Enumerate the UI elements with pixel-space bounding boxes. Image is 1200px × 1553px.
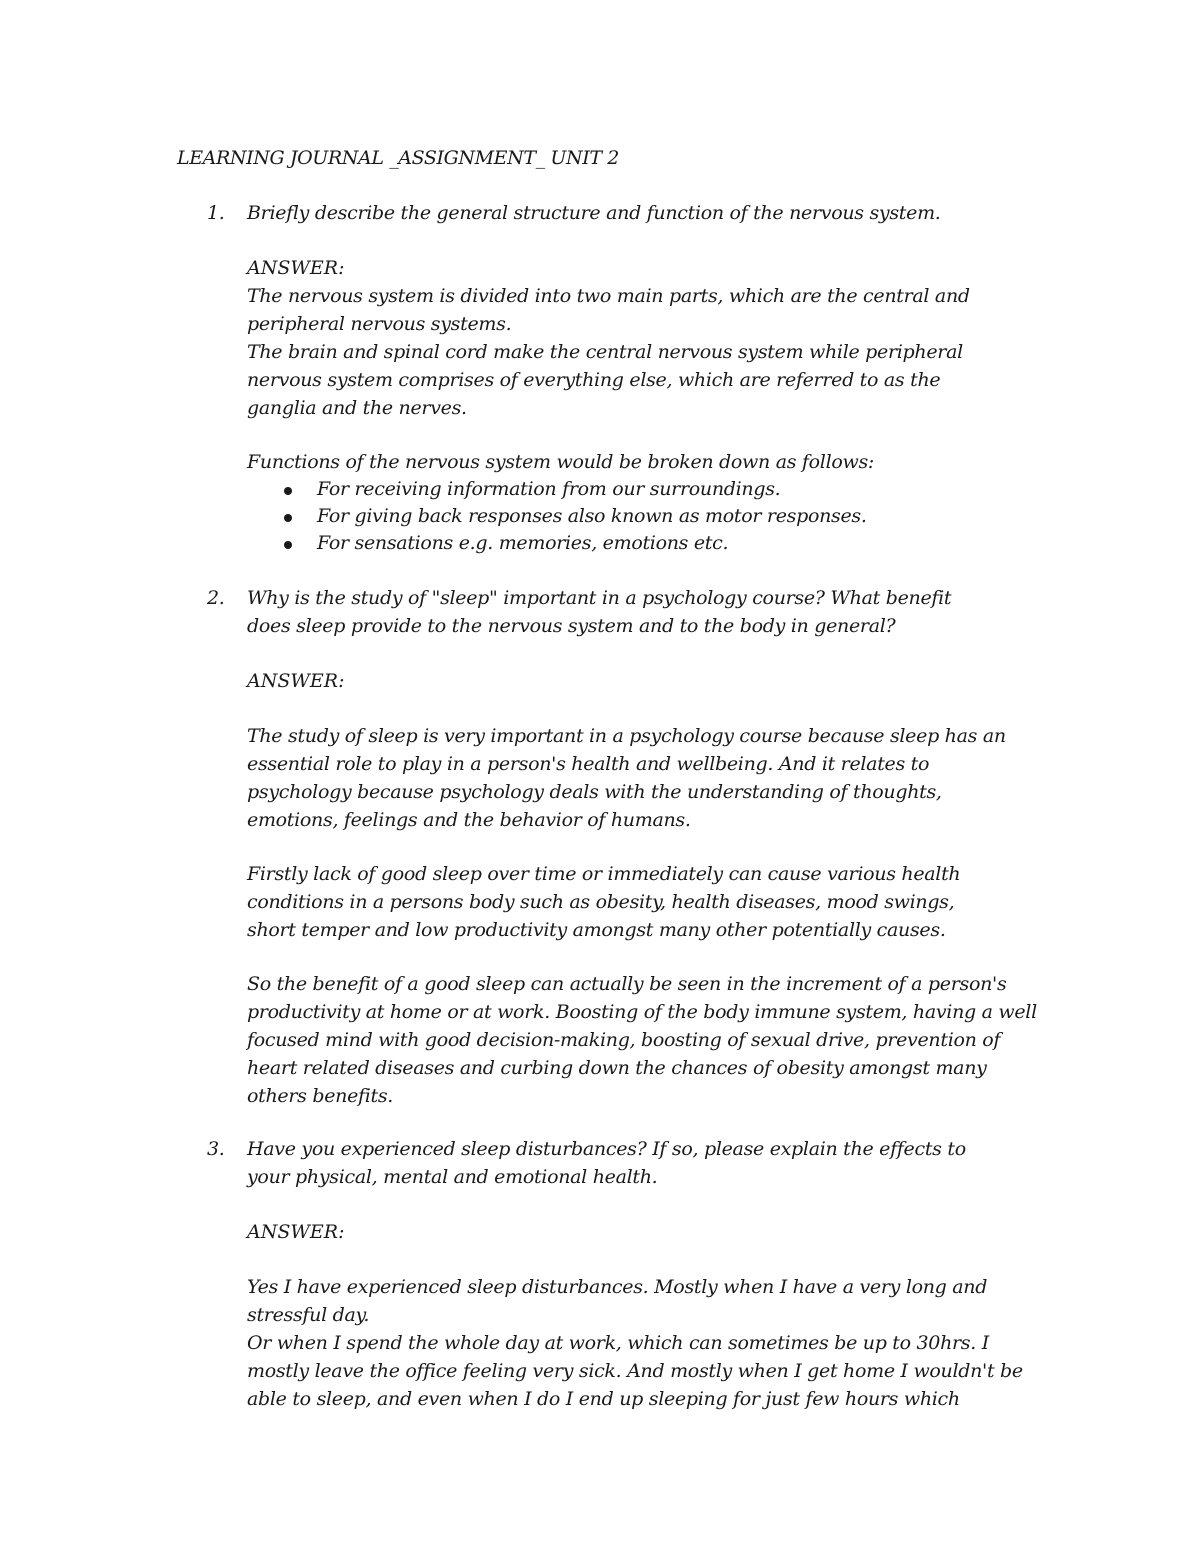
question-1 xyxy=(207,199,1027,227)
answer-paragraph: The brain and spinal cord make the central nervous system while peripheral nervous system comprises of everything else, which are referred to as the ganglia and the nerves. xyxy=(247,341,963,419)
answer-2-paragraph-3: So the benefit of a good sleep can actually be seen in the increment of a person's productivity at home or at work. Boosting of the body immune system, having a well focused mind with good decision-making, boosting of sexual drive, prevention of heart related diseases and curbing down the chances of obesity amongst many others benefits. xyxy=(247,973,1037,1107)
answer-3-text xyxy=(247,1273,1037,1413)
question-number: 1. xyxy=(207,202,225,224)
functions-intro: Functions of the nervous system would be broken down as follows: xyxy=(247,451,874,473)
question-text: Why is the study of "sleep" important in a psychology course? What benefit does sleep provide to the nervous system and to the body in general? xyxy=(247,587,952,637)
bullet-icon xyxy=(284,541,292,549)
answer-paragraph: The nervous system is divided into two main parts, which are the central and peripheral nervous systems. xyxy=(247,285,970,335)
answer-2-paragraph-1: The study of sleep is very important in a psychology course because sleep has an essential role to play in a person's health and wellbeing. And it relates to psychology because psychology deals with the understanding of thoughts, emotions, feelings and the behavior of humans. xyxy=(247,725,1006,831)
bullet-icon xyxy=(284,514,292,522)
answer-paragraph: Yes I have experienced sleep disturbances. Mostly when I have a very long and stressful day. xyxy=(247,1276,988,1326)
answer-1-text xyxy=(247,282,1007,422)
question-text: Have you experienced sleep disturbances? If so, please explain the effects to your physical, mental and emotional health. xyxy=(247,1138,966,1188)
answer-label: ANSWER: xyxy=(247,257,345,279)
functions-list xyxy=(247,476,1027,557)
list-item: For sensations e.g. memories, emotions etc. xyxy=(247,530,1027,557)
answer-2-paragraph-2: Firstly lack of good sleep over time or immediately can cause various health conditions in a persons body such as obesity, health diseases, mood swings, short temper and low productivity amongst many other potentially causes. xyxy=(247,863,961,941)
list-item: For receiving information from our surroundings. xyxy=(247,476,1027,503)
answer-paragraph: Or when I spend the whole day at work, which can sometimes be up to 30hrs. I mostly leave the office feeling very sick. And mostly when I get home I wouldn't be able to sleep, and even when I do I end up sleeping for just few hours which xyxy=(247,1332,1023,1410)
bullet-icon xyxy=(284,487,292,495)
question-2 xyxy=(207,584,997,640)
list-item: For giving back responses also known as motor responses. xyxy=(247,503,1027,530)
answer-label: ANSWER: xyxy=(247,1221,345,1243)
question-text: Briefly describe the general structure and function of the nervous system. xyxy=(247,202,941,224)
answer-label: ANSWER: xyxy=(247,670,345,692)
question-3 xyxy=(207,1135,997,1191)
page-title: LEARNING JOURNAL _ASSIGNMENT_ UNIT 2 xyxy=(177,147,619,169)
question-number: 2. xyxy=(207,587,225,609)
question-number: 3. xyxy=(207,1138,225,1160)
